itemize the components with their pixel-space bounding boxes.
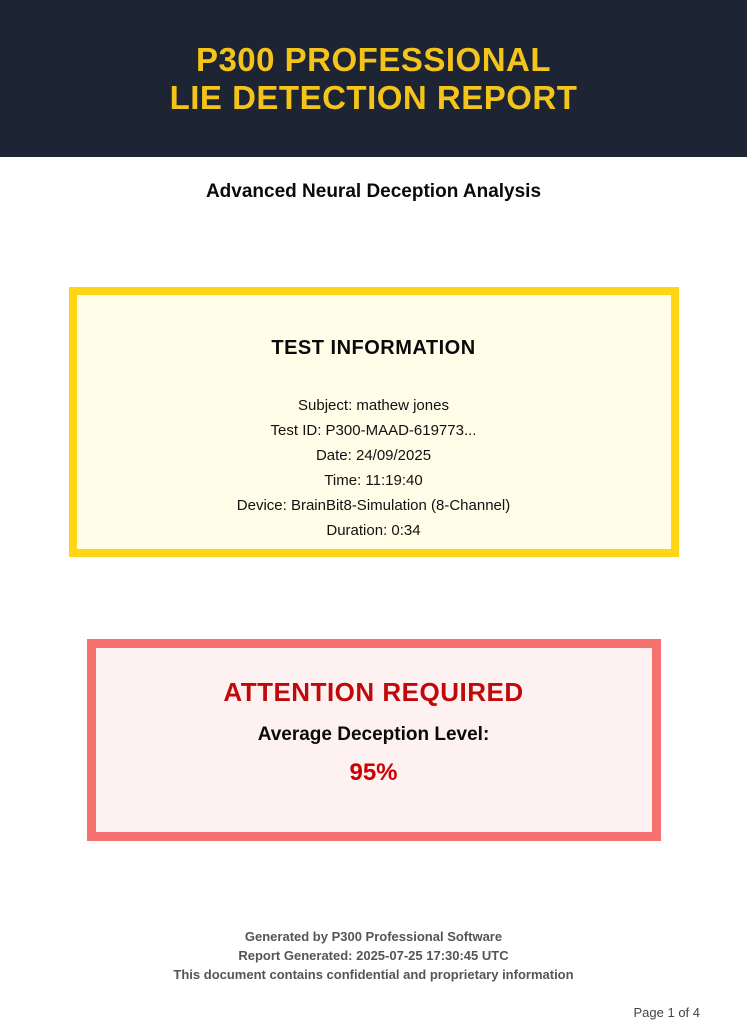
test-info-time: Time: 11:19:40 xyxy=(324,472,423,489)
test-information-fields xyxy=(77,393,671,543)
test-information-box xyxy=(69,287,679,557)
report-title-line-1: P300 PROFESSIONAL xyxy=(195,40,552,78)
report-title-line-2: LIE DETECTION REPORT xyxy=(169,78,578,116)
test-info-device: Device: BrainBit8-Simulation (8-Channel) xyxy=(236,497,511,514)
test-info-test-id: Test ID: P300-MAAD-619773... xyxy=(270,422,477,439)
average-deception-level-value: 95% xyxy=(349,759,398,786)
attention-required-box xyxy=(87,639,661,841)
test-info-date: Date: 24/09/2025 xyxy=(315,447,432,464)
footer-generated-by: Generated by P300 Professional Software xyxy=(244,929,503,944)
report-header-banner xyxy=(0,0,747,157)
report-footer xyxy=(0,927,747,984)
attention-required-title: ATTENTION REQUIRED xyxy=(223,677,524,707)
footer-report-generated-timestamp: Report Generated: 2025-07-25 17:30:45 UTC xyxy=(238,948,509,963)
page-number-indicator: Page 1 of 4 xyxy=(633,1005,700,1020)
test-info-duration: Duration: 0:34 xyxy=(326,522,421,539)
report-subtitle: Advanced Neural Deception Analysis xyxy=(205,181,542,202)
test-information-title: TEST INFORMATION xyxy=(271,337,476,359)
average-deception-level-label: Average Deception Level: xyxy=(257,724,490,745)
footer-confidentiality-notice: This document contains confidential and proprietary information xyxy=(173,967,574,982)
test-info-subject: Subject: mathew jones xyxy=(298,397,449,414)
